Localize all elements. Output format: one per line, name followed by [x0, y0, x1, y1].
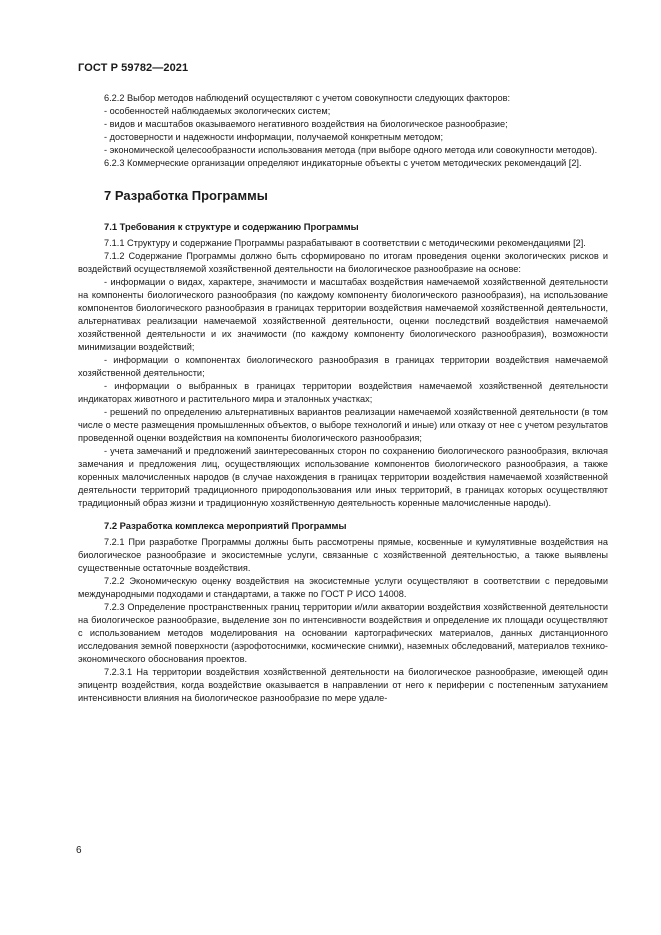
paragraph: 7.2.1 При разработке Программы должны быть рассмотрены прямые, косвенные и кумулятивные воздействия на биологическое разнообразие и экосистемные услуги, связанные с хозяйственной деятельностью, а также выявлены существенные остаточные воздействия. [78, 537, 608, 573]
list-item: - достоверности и надежности информации, получаемой конкретным методом; [104, 132, 444, 142]
list-item: - видов и масштабов оказываемого негативного воздействия на биологическое разнообразие; [104, 119, 508, 129]
list-item: - информации о компонентах биологического разнообразия в границах территории воздействия намечаемой хозяйственной деятельности; [78, 355, 608, 378]
list-item: - учета замечаний и предложений заинтересованных сторон по сохранению биологического разнообразия, включая замечания и предложения лиц, осуществляющих использование компонентов биологического разнообразия, а также коренных малочисленных народов (в случае нахождения в границах территории воздействия намечаемой хозяйственной деятельности территорий традиционного природопользования или иных территорий, в границах которых осуществляют традиционный образ жизни и традиционную хозяйственную деятельность коренные малочисленные народы). [78, 446, 608, 508]
list-item: - информации о видах, характере, значимости и масштабах воздействия намечаемой хозяйственной деятельности на компоненты биологического разнообразия (по каждому компоненту биологического разнообразия), на использование компонентов биологического разнообразия в границах территории воздействия намечаемой хозяйственной деятельности, альтернативах реализации намечаемой хозяйственной деятельности, оценки последствий воздействия намечаемой хозяйственной деятельности и их значимости (по каждому компоненту биологического разнообразия), возможности минимизации воздействий; [78, 277, 608, 352]
paragraph: 7.1.2 Содержание Программы должно быть сформировано по итогам проведения оценки экологических рисков и воздействий осуществляемой хозяйственной деятельности на биологическое разнообразие на основе: [78, 251, 608, 274]
list-item: - решений по определению альтернативных вариантов реализации намечаемой хозяйственной деятельности (в том числе о месте размещения промышленных объектов, о выборе технологий и иные) или отказу от нее с учетом результатов проведенной оценки воздействия на компоненты биологического разнообразия; [78, 407, 608, 443]
list-item: - экономической целесообразности использования метода (при выборе одного метода или совокупности методов). [104, 145, 598, 155]
paragraph: 7.2.3.1 На территории воздействия хозяйственной деятельности на биологическое разнообразие, имеющей один эпицентр воздействия, когда воздействие оказывается в направлении от него к периферии с постепенным затуханием интенсивности влияния на биологическое разнообразие по мере удале- [78, 667, 608, 703]
paragraph: 7.2.3 Определение пространственных границ территории и/или акватории воздействия хозяйственной деятельности на биологическое разнообразие, выделение зон по интенсивности воздействия и определение их площади осуществляют с использованием методов моделирования на основании картографических материалов, данных дистанционного исследования земной поверхности (аэрофотоснимки, космические снимки), наземных обследований, материалов технико-экономического обоснования проектов. [78, 602, 608, 664]
paragraph: 6.2.3 Коммерческие организации определяют индикаторные объекты с учетом методических рекомендаций [2]. [104, 158, 582, 168]
list-item: - информации о выбранных в границах территории воздействия намечаемой хозяйственной деятельности индикаторах животного и растительного мира и эталонных участках; [78, 381, 608, 404]
subsection-heading: 7.1 Требования к структуре и содержанию Программы [104, 221, 359, 232]
list-item: - особенностей наблюдаемых экологических систем; [104, 106, 331, 116]
page-number: 6 [76, 845, 82, 856]
paragraph: 7.2.2 Экономическую оценку воздействия на экосистемные услуги осуществляют в соответствии с передовыми международными подходами и стандартами, а также по ГОСТ Р ИСО 14008. [78, 576, 608, 599]
subsection-heading: 7.2 Разработка комплекса мероприятий Программы [104, 520, 347, 531]
page-content [78, 92, 608, 705]
paragraph: 7.1.1 Структуру и содержание Программы разрабатывают в соответствии с методическими рекомендациями [2]. [104, 238, 586, 248]
section-heading: 7 Разработка Программы [104, 188, 268, 203]
standard-header: ГОСТ Р 59782—2021 [78, 62, 189, 74]
paragraph: 6.2.2 Выбор методов наблюдений осуществляют с учетом совокупности следующих факторов: [104, 93, 511, 103]
